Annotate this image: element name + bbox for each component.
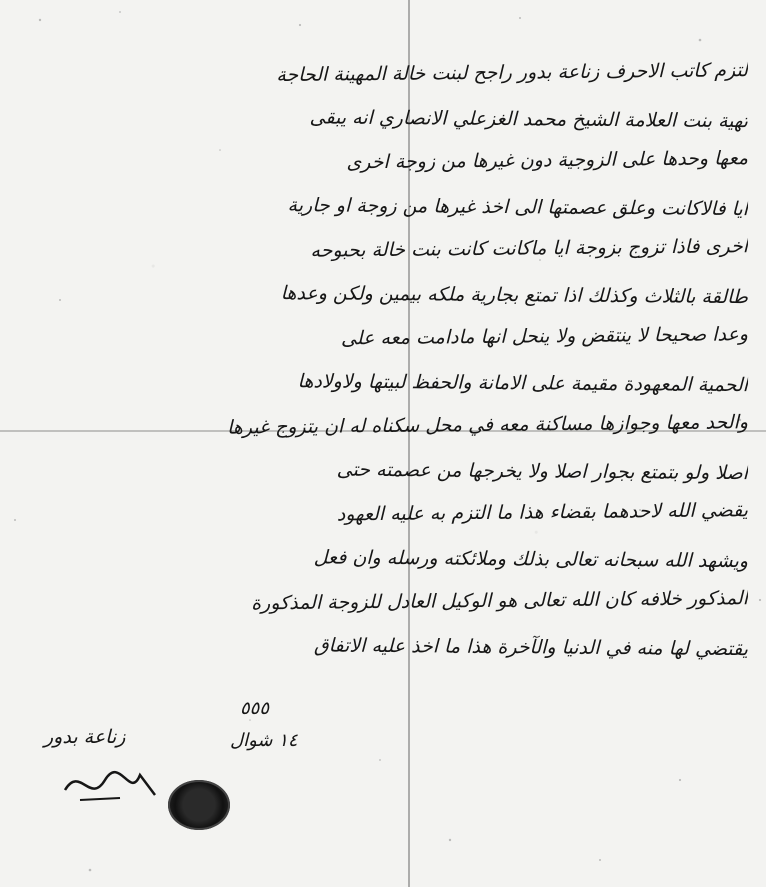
date-text: ١٤ شوال [230, 730, 298, 751]
text-line: اصلا ولو بتمتع بجوار اصلا ولا يخرجها من عصمته حتى [336, 458, 749, 485]
text-line: لتزم كاتب الاحرف زناعة بدور راجح لبنت خالة المهينة الحاجة [276, 59, 749, 87]
ink-seal [168, 780, 230, 830]
text-line: الحمية المعهودة مقيمة على الامانة والحفظ لبيتها ولاولادها [297, 370, 749, 397]
text-line: ويشهد الله سبحانه تعالى بذلك وملائكته ورسله وان فعل [313, 546, 749, 573]
text-line: اخرى فاذا تزوج بزوجة ايا ماكانت كانت بنت خالة بحبوحه [310, 235, 749, 262]
text-line: والحد معها وجوازها مساكنة معه في محل سكناه له ان يتزوج غيرها [226, 411, 749, 439]
text-line: يقتضي لها منه في الدنيا والآخرة هذا ما اخذ عليه الاتفاق [313, 634, 749, 661]
document-body [20, 52, 748, 668]
amount-text: ٥٥٥ [240, 698, 270, 719]
text-line: ايا فالاكانت وعلق عصمتها الى اخذ غيرها من زوجة او جارية [287, 194, 749, 221]
text-line: تهية بنت العلامة الشيخ محمد الغزعلي الانصاري انه يبقى [309, 106, 749, 133]
text-line: المذكور خلافه كان الله تعالى هو الوكيل العادل للزوجة المذكورة [251, 587, 749, 615]
handwritten-signature [60, 760, 160, 810]
text-line: طالقة بالثلاث وكذلك اذا تمتع بجارية ملكه بيمين ولكن وعدها [280, 282, 749, 309]
text-line: معها وحدها على الزوجية دون غيرها من زوجة اخرى [346, 147, 749, 174]
text-line: وعدا صحيحا لا ينتقض ولا ينحل انها مادامت معه على [340, 323, 749, 350]
text-line: يقضي الله لاحدهما بقضاء هذا ما التزم به عليه العهود [336, 499, 749, 526]
signer-name: زناعة بدور [44, 726, 126, 748]
